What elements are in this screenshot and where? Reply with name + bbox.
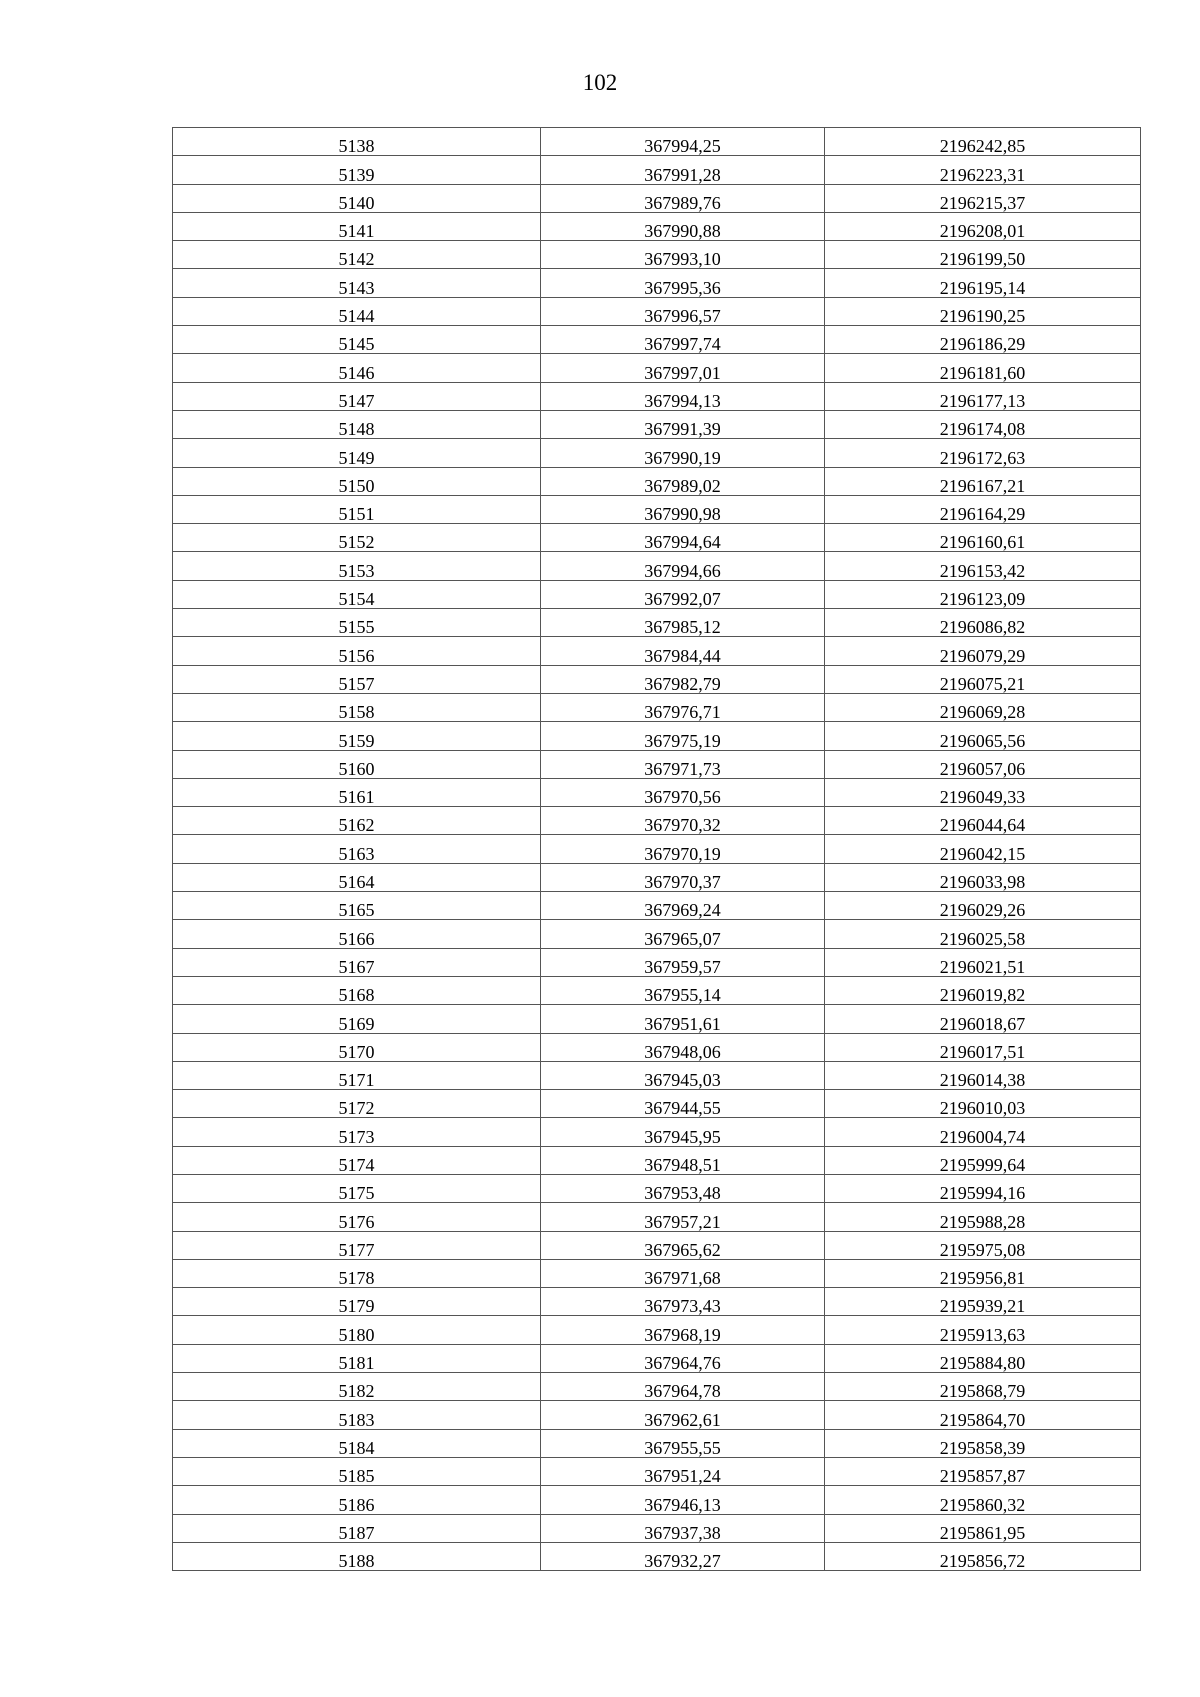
x-coordinate-cell: 367993,10 [541,241,825,269]
point-number-cell: 5158 [173,693,541,721]
table-row [173,1542,1141,1570]
point-number-cell: 5171 [173,1061,541,1089]
x-coordinate-cell: 367984,44 [541,637,825,665]
y-coordinate-cell: 2195864,70 [825,1401,1141,1429]
point-number-cell: 5147 [173,382,541,410]
x-coordinate-cell: 367969,24 [541,892,825,920]
y-coordinate-cell: 2196021,51 [825,948,1141,976]
table-row [173,863,1141,891]
table-row [173,948,1141,976]
y-coordinate-cell: 2196123,09 [825,580,1141,608]
x-coordinate-cell: 367945,03 [541,1061,825,1089]
y-coordinate-cell: 2196195,14 [825,269,1141,297]
y-coordinate-cell: 2195861,95 [825,1514,1141,1542]
table-row [173,835,1141,863]
x-coordinate-cell: 367932,27 [541,1542,825,1570]
table-row [173,1090,1141,1118]
page-number: 102 [582,70,618,95]
table-row [173,892,1141,920]
y-coordinate-cell: 2196069,28 [825,693,1141,721]
y-coordinate-cell: 2196160,61 [825,524,1141,552]
point-number-cell: 5172 [173,1090,541,1118]
point-number-cell: 5168 [173,976,541,1004]
table-row [173,609,1141,637]
point-number-cell: 5165 [173,892,541,920]
table-row [173,1457,1141,1485]
y-coordinate-cell: 2195994,16 [825,1174,1141,1202]
x-coordinate-cell: 367937,38 [541,1514,825,1542]
x-coordinate-cell: 367976,71 [541,693,825,721]
y-coordinate-cell: 2196075,21 [825,665,1141,693]
y-coordinate-cell: 2196242,85 [825,128,1141,156]
x-coordinate-cell: 367946,13 [541,1486,825,1514]
y-coordinate-cell: 2195856,72 [825,1542,1141,1570]
y-coordinate-cell: 2195939,21 [825,1288,1141,1316]
y-coordinate-cell: 2196190,25 [825,297,1141,325]
point-number-cell: 5184 [173,1429,541,1457]
x-coordinate-cell: 367990,19 [541,439,825,467]
x-coordinate-cell: 367992,07 [541,580,825,608]
table-row [173,1146,1141,1174]
x-coordinate-cell: 367948,06 [541,1033,825,1061]
y-coordinate-cell: 2196025,58 [825,920,1141,948]
y-coordinate-cell: 2196223,31 [825,156,1141,184]
point-number-cell: 5149 [173,439,541,467]
y-coordinate-cell: 2196177,13 [825,382,1141,410]
y-coordinate-cell: 2196019,82 [825,976,1141,1004]
x-coordinate-cell: 367970,56 [541,778,825,806]
x-coordinate-cell: 367951,61 [541,1005,825,1033]
y-coordinate-cell: 2196172,63 [825,439,1141,467]
table-row [173,637,1141,665]
y-coordinate-cell: 2195956,81 [825,1259,1141,1287]
x-coordinate-cell: 367994,64 [541,524,825,552]
point-number-cell: 5161 [173,778,541,806]
x-coordinate-cell: 367991,28 [541,156,825,184]
table-row [173,1203,1141,1231]
y-coordinate-cell: 2196014,38 [825,1061,1141,1089]
y-coordinate-cell: 2196215,37 [825,184,1141,212]
table-row [173,524,1141,552]
x-coordinate-cell: 367962,61 [541,1401,825,1429]
y-coordinate-cell: 2195860,32 [825,1486,1141,1514]
table-row [173,1288,1141,1316]
table-row [173,212,1141,240]
x-coordinate-cell: 367951,24 [541,1457,825,1485]
table-row [173,184,1141,212]
table-row [173,1231,1141,1259]
point-number-cell: 5159 [173,722,541,750]
point-number-cell: 5162 [173,807,541,835]
x-coordinate-cell: 367990,88 [541,212,825,240]
table-row [173,693,1141,721]
point-number-cell: 5157 [173,665,541,693]
table-row [173,1259,1141,1287]
x-coordinate-cell: 367970,19 [541,835,825,863]
point-number-cell: 5150 [173,467,541,495]
y-coordinate-cell: 2196086,82 [825,609,1141,637]
y-coordinate-cell: 2196167,21 [825,467,1141,495]
y-coordinate-cell: 2195868,79 [825,1373,1141,1401]
y-coordinate-cell: 2196004,74 [825,1118,1141,1146]
point-number-cell: 5151 [173,495,541,523]
y-coordinate-cell: 2196017,51 [825,1033,1141,1061]
y-coordinate-cell: 2196010,03 [825,1090,1141,1118]
point-number-cell: 5148 [173,410,541,438]
point-number-cell: 5186 [173,1486,541,1514]
point-number-cell: 5163 [173,835,541,863]
table-row [173,241,1141,269]
point-number-cell: 5177 [173,1231,541,1259]
point-number-cell: 5144 [173,297,541,325]
table-row [173,920,1141,948]
coordinates-table [172,127,1141,1571]
table-row [173,1174,1141,1202]
point-number-cell: 5138 [173,128,541,156]
table-row [173,128,1141,156]
point-number-cell: 5152 [173,524,541,552]
y-coordinate-cell: 2196049,33 [825,778,1141,806]
table-row [173,750,1141,778]
table-row [173,439,1141,467]
y-coordinate-cell: 2195975,08 [825,1231,1141,1259]
point-number-cell: 5156 [173,637,541,665]
point-number-cell: 5141 [173,212,541,240]
x-coordinate-cell: 367945,95 [541,1118,825,1146]
point-number-cell: 5185 [173,1457,541,1485]
y-coordinate-cell: 2196199,50 [825,241,1141,269]
table-row [173,156,1141,184]
point-number-cell: 5166 [173,920,541,948]
x-coordinate-cell: 367994,13 [541,382,825,410]
x-coordinate-cell: 367965,07 [541,920,825,948]
table-row [173,778,1141,806]
point-number-cell: 5169 [173,1005,541,1033]
table-row [173,382,1141,410]
table-row [173,297,1141,325]
point-number-cell: 5174 [173,1146,541,1174]
table-row [173,269,1141,297]
y-coordinate-cell: 2196057,06 [825,750,1141,778]
table-row [173,326,1141,354]
y-coordinate-cell: 2196044,64 [825,807,1141,835]
y-coordinate-cell: 2196208,01 [825,212,1141,240]
y-coordinate-cell: 2196042,15 [825,835,1141,863]
x-coordinate-cell: 367955,14 [541,976,825,1004]
y-coordinate-cell: 2196174,08 [825,410,1141,438]
y-coordinate-cell: 2195988,28 [825,1203,1141,1231]
x-coordinate-cell: 367995,36 [541,269,825,297]
x-coordinate-cell: 367955,55 [541,1429,825,1457]
point-number-cell: 5173 [173,1118,541,1146]
x-coordinate-cell: 367944,55 [541,1090,825,1118]
y-coordinate-cell: 2196065,56 [825,722,1141,750]
point-number-cell: 5176 [173,1203,541,1231]
table-row [173,1401,1141,1429]
y-coordinate-cell: 2196079,29 [825,637,1141,665]
point-number-cell: 5164 [173,863,541,891]
table-row [173,1486,1141,1514]
x-coordinate-cell: 367964,76 [541,1344,825,1372]
table-row [173,354,1141,382]
y-coordinate-cell: 2196029,26 [825,892,1141,920]
x-coordinate-cell: 367957,21 [541,1203,825,1231]
point-number-cell: 5188 [173,1542,541,1570]
point-number-cell: 5143 [173,269,541,297]
y-coordinate-cell: 2196153,42 [825,552,1141,580]
y-coordinate-cell: 2195999,64 [825,1146,1141,1174]
table-row [173,410,1141,438]
point-number-cell: 5139 [173,156,541,184]
point-number-cell: 5180 [173,1316,541,1344]
x-coordinate-cell: 367994,66 [541,552,825,580]
x-coordinate-cell: 367975,19 [541,722,825,750]
y-coordinate-cell: 2196181,60 [825,354,1141,382]
table-row [173,1344,1141,1372]
x-coordinate-cell: 367994,25 [541,128,825,156]
x-coordinate-cell: 367970,37 [541,863,825,891]
point-number-cell: 5146 [173,354,541,382]
x-coordinate-cell: 367991,39 [541,410,825,438]
point-number-cell: 5160 [173,750,541,778]
point-number-cell: 5145 [173,326,541,354]
x-coordinate-cell: 367989,76 [541,184,825,212]
point-number-cell: 5179 [173,1288,541,1316]
point-number-cell: 5140 [173,184,541,212]
coordinates-table-body [173,128,1141,1571]
y-coordinate-cell: 2196164,29 [825,495,1141,523]
table-row [173,1118,1141,1146]
x-coordinate-cell: 367990,98 [541,495,825,523]
x-coordinate-cell: 367985,12 [541,609,825,637]
x-coordinate-cell: 367948,51 [541,1146,825,1174]
y-coordinate-cell: 2195858,39 [825,1429,1141,1457]
point-number-cell: 5170 [173,1033,541,1061]
y-coordinate-cell: 2195884,80 [825,1344,1141,1372]
table-row [173,495,1141,523]
y-coordinate-cell: 2196186,29 [825,326,1141,354]
x-coordinate-cell: 367965,62 [541,1231,825,1259]
x-coordinate-cell: 367970,32 [541,807,825,835]
table-row [173,552,1141,580]
x-coordinate-cell: 367953,48 [541,1174,825,1202]
table-row [173,665,1141,693]
table-row [173,1373,1141,1401]
table-row [173,722,1141,750]
point-number-cell: 5167 [173,948,541,976]
point-number-cell: 5182 [173,1373,541,1401]
point-number-cell: 5178 [173,1259,541,1287]
table-row [173,467,1141,495]
x-coordinate-cell: 367982,79 [541,665,825,693]
point-number-cell: 5155 [173,609,541,637]
x-coordinate-cell: 367968,19 [541,1316,825,1344]
x-coordinate-cell: 367971,73 [541,750,825,778]
y-coordinate-cell: 2196018,67 [825,1005,1141,1033]
table-row [173,976,1141,1004]
x-coordinate-cell: 367997,01 [541,354,825,382]
table-row [173,1033,1141,1061]
table-row [173,1005,1141,1033]
point-number-cell: 5142 [173,241,541,269]
point-number-cell: 5183 [173,1401,541,1429]
point-number-cell: 5181 [173,1344,541,1372]
table-row [173,1061,1141,1089]
x-coordinate-cell: 367989,02 [541,467,825,495]
x-coordinate-cell: 367973,43 [541,1288,825,1316]
table-row [173,1514,1141,1542]
table-row [173,1316,1141,1344]
x-coordinate-cell: 367971,68 [541,1259,825,1287]
point-number-cell: 5154 [173,580,541,608]
x-coordinate-cell: 367964,78 [541,1373,825,1401]
table-row [173,807,1141,835]
table-row [173,1429,1141,1457]
y-coordinate-cell: 2195913,63 [825,1316,1141,1344]
x-coordinate-cell: 367997,74 [541,326,825,354]
x-coordinate-cell: 367959,57 [541,948,825,976]
y-coordinate-cell: 2195857,87 [825,1457,1141,1485]
point-number-cell: 5175 [173,1174,541,1202]
y-coordinate-cell: 2196033,98 [825,863,1141,891]
point-number-cell: 5187 [173,1514,541,1542]
point-number-cell: 5153 [173,552,541,580]
x-coordinate-cell: 367996,57 [541,297,825,325]
table-row [173,580,1141,608]
